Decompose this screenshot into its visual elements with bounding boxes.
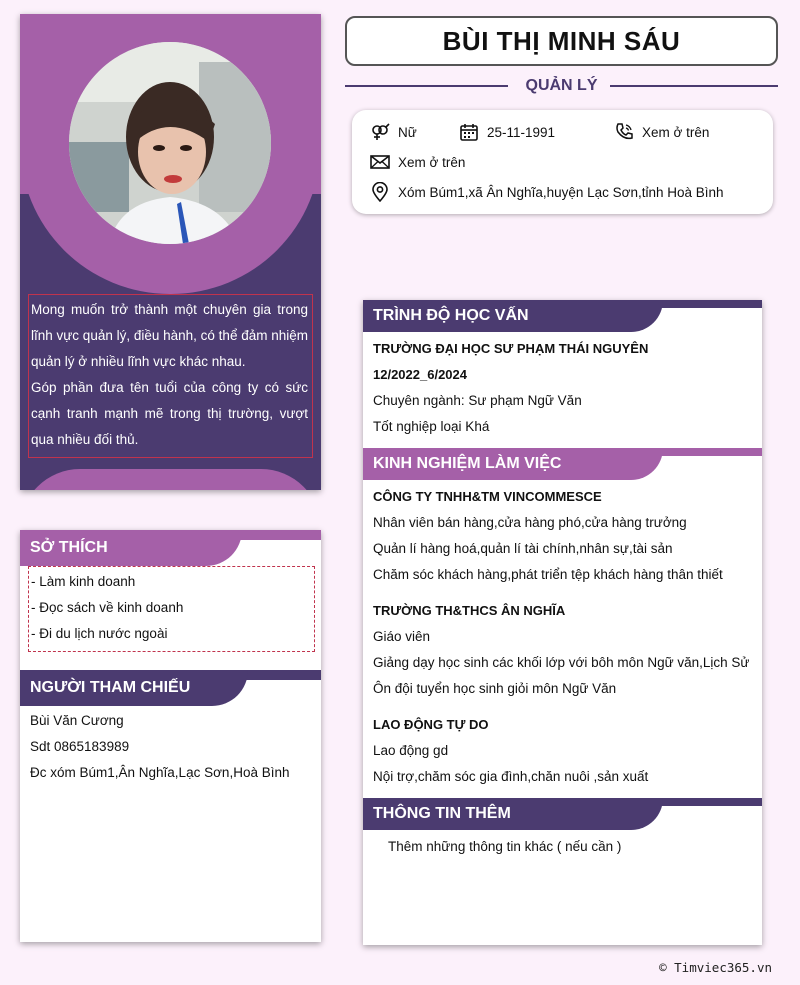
objective-paragraph: Mong muốn trở thành một chuyên gia trong lĩnh vực quản lý, điều hành, có thể đảm nhiệm quản lý ở nhiều lĩnh vực khác nhau. <box>31 302 308 369</box>
education-body <box>363 332 762 448</box>
hobbies-header <box>20 530 321 566</box>
spacer <box>373 588 752 598</box>
objective-paragraph: Góp phần đưa tên tuổi của công ty có sức cạnh tranh mạnh mẽ trong thị trường, vượt qua nhiều đối thủ. <box>31 380 308 447</box>
job-org: LAO ĐỘNG TỰ DO <box>373 717 489 732</box>
job-line: Nhân viên bán hàng,cửa hàng phó,cửa hàng trưởng <box>373 515 687 530</box>
address-value: Xóm Búm1,xã Ân Nghĩa,huyện Lạc Sơn,tỉnh Hoà Bình <box>398 184 724 200</box>
extra-title: THÔNG TIN THÊM <box>373 805 511 822</box>
job-line: Quản lí hàng hoá,quản lí tài chính,nhân sự,tài sản <box>373 541 673 556</box>
contact-box <box>352 110 773 214</box>
job-title: QUẢN LÝ <box>525 77 598 94</box>
references-header <box>20 670 321 706</box>
gender-icon <box>370 122 390 142</box>
contact-phone <box>614 122 709 142</box>
education-header <box>363 300 762 332</box>
spacer <box>20 652 321 670</box>
avatar <box>69 42 271 244</box>
side-card <box>20 530 321 942</box>
references-title: NGƯỜI THAM CHIẾU <box>30 679 191 696</box>
job-line: Giảng dạy học sinh các khối lớp với bôh môn Ngữ văn,Lịch Sử <box>373 655 750 670</box>
contact-birthday <box>459 122 555 142</box>
job-line: Lao động gd <box>373 743 449 758</box>
phone-value: Xem ở trên <box>642 124 710 140</box>
contact-email <box>370 152 465 172</box>
career-objective <box>28 294 313 458</box>
extra-body <box>363 830 762 868</box>
avatar-photo <box>69 42 271 244</box>
job-line: Ôn đội tuyển học sinh giỏi môn Ngữ Văn <box>373 681 617 696</box>
list-item: Sdt 0865183989 <box>30 739 130 754</box>
list-item: - Đọc sách về kinh doanh <box>31 600 184 615</box>
job-line: Chăm sóc khách hàng,phát triển tệp khách hàng thân thiết <box>373 567 723 582</box>
list-item: Đc xóm Búm1,Ân Nghĩa,Lạc Sơn,Hoà Bình <box>30 765 290 780</box>
email-icon <box>370 152 390 172</box>
phone-icon <box>614 122 634 142</box>
extra-text: Thêm những thông tin khác ( nếu cần ) <box>388 839 622 854</box>
list-item: - Làm kinh doanh <box>31 574 136 589</box>
footer-copyright: © Timviec365.vn <box>659 960 772 975</box>
spacer <box>373 702 752 712</box>
profile-card <box>20 14 321 490</box>
main-card <box>363 300 762 945</box>
job-org: CÔNG TY TNHH&TM VINCOMMESCE <box>373 489 602 504</box>
major: Chuyên ngành: Sư phạm Ngữ Văn <box>373 393 582 408</box>
experience-header <box>363 448 762 480</box>
gender-value: Nữ <box>398 124 417 140</box>
list-item: Bùi Văn Cương <box>30 713 124 728</box>
grade: Tốt nghiệp loại Khá <box>373 419 490 434</box>
role-line <box>345 76 778 96</box>
job-org: TRƯỜNG TH&THCS ÂN NGHĨA <box>373 603 566 618</box>
experience-body <box>363 480 762 798</box>
references-list <box>20 706 321 788</box>
school-name: TRƯỜNG ĐẠI HỌC SƯ PHẠM THÁI NGUYÊN <box>373 341 649 356</box>
experience-title: KINH NGHIỆM LÀM VIỆC <box>373 455 562 472</box>
extra-header <box>363 798 762 830</box>
job-line: Nội trợ,chăm sóc gia đình,chăn nuôi ,sản xuất <box>373 769 649 784</box>
education-title: TRÌNH ĐỘ HỌC VẤN <box>373 307 529 324</box>
job-line: Giáo viên <box>373 629 431 644</box>
email-value: Xem ở trên <box>398 154 466 170</box>
hobbies-list <box>28 566 315 652</box>
contact-gender <box>370 122 417 142</box>
list-item: - Đi du lịch nước ngoài <box>31 626 168 641</box>
hobbies-title: SỞ THÍCH <box>30 539 108 556</box>
study-period: 12/2022_6/2024 <box>373 367 467 382</box>
calendar-icon <box>459 122 479 142</box>
candidate-name: BÙI THỊ MINH SÁU <box>345 16 778 66</box>
birthday-value: 25-11-1991 <box>487 124 556 140</box>
location-icon <box>370 182 390 202</box>
profile-footer-wave <box>20 469 321 490</box>
contact-address <box>370 182 724 202</box>
